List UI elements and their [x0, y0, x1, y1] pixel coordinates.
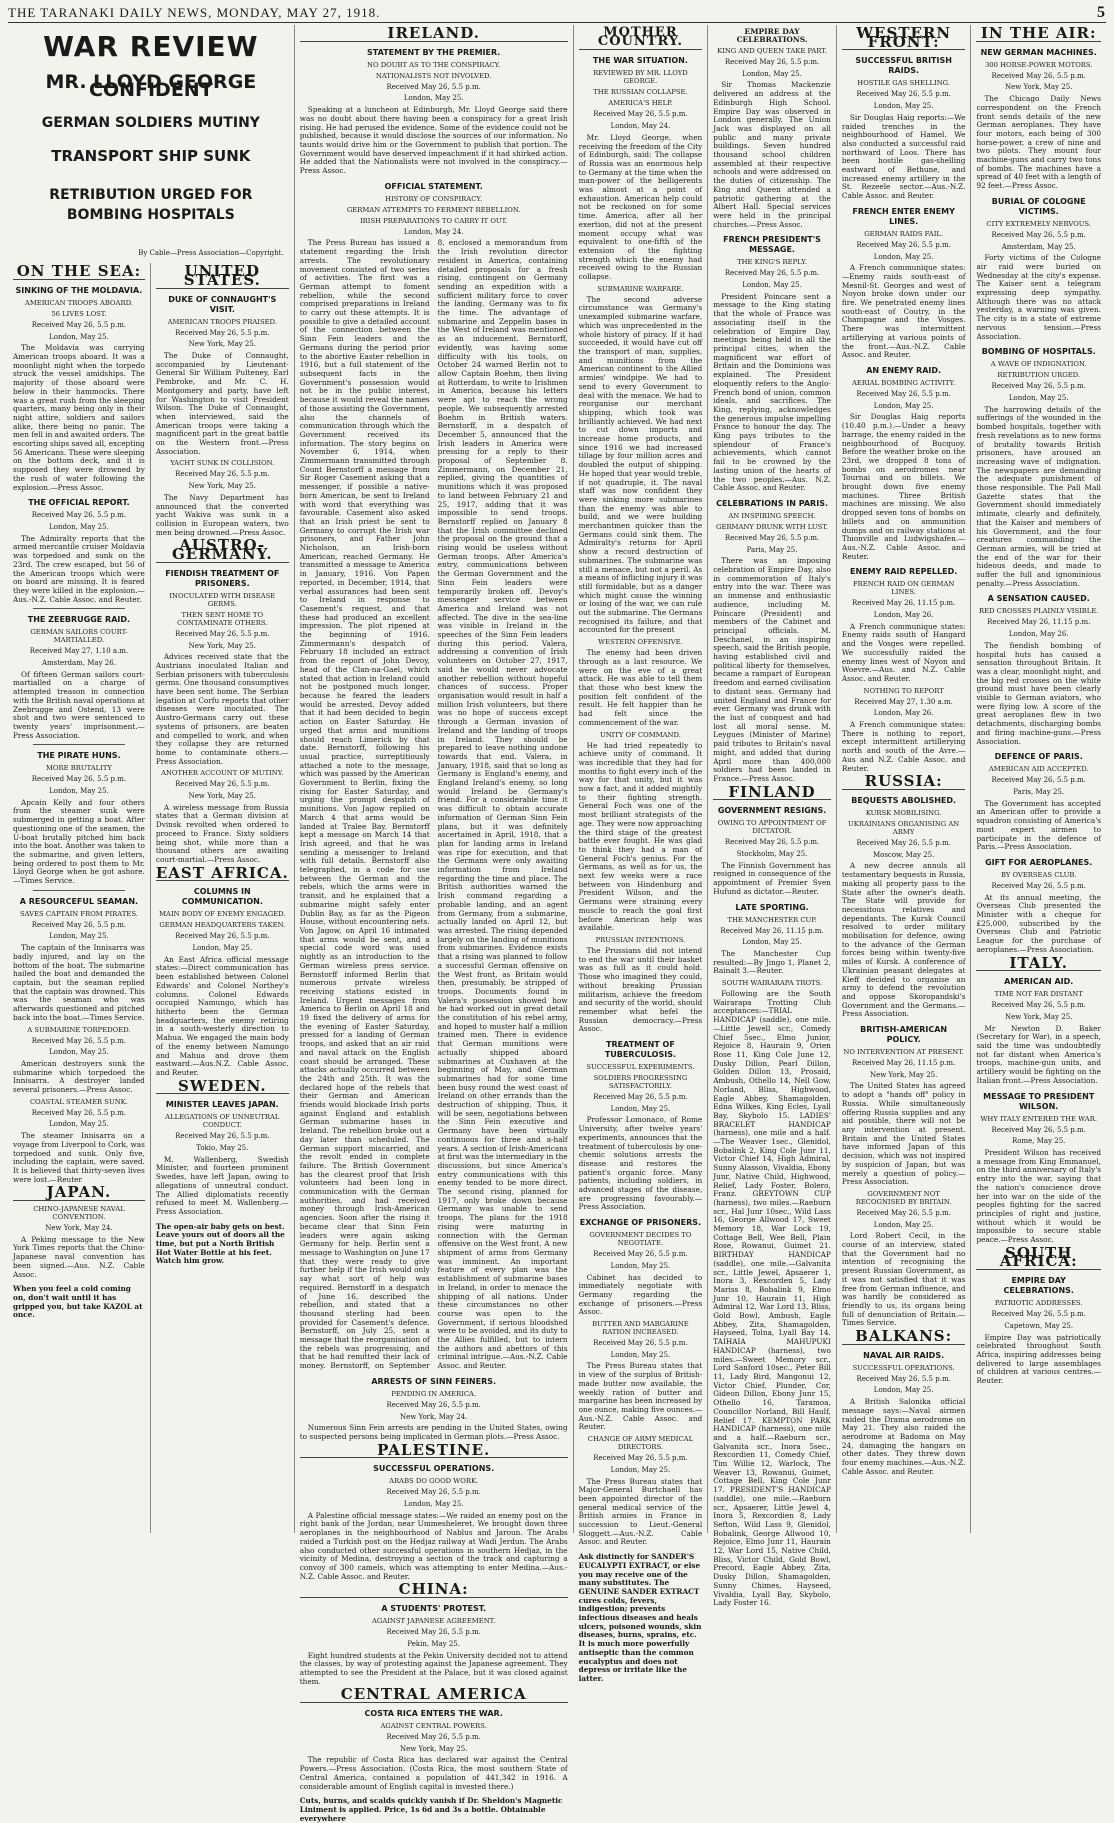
article-body: A British Salonika official message says:—Naval airmen raided the Drama aerodrome on May 21. They also raided the aerodrome at Badoma on May 24, damaging the hangars on other dates. They threw down four enemy machines.—Aus.-N.Z. Cable Assoc. and Reuter.: [841, 1397, 966, 1476]
section-head-united-states: UNITED STATES.: [156, 267, 289, 288]
section-head-russia: RUSSIA:: [842, 777, 966, 790]
advertisement: When you feel a cold coming on, don't wait until it has gripped you, but take KAZOL at once.: [13, 1284, 143, 1320]
article-subhead: NO INTERVENTION AT PRESENT.: [843, 1048, 964, 1057]
article-body: Apcain Kelly and four others from the steamer sunk were submerged in getting a boat. After questioning one of the seamen, the U-boat brutally pitched him back into the boat. Another was taken to the submarine, and given letters, being ordered to post them to Mr. Lloyd George when he got ashore.—Times Service.: [13, 797, 145, 886]
article-subhead: KING AND QUEEN TAKE PART.: [717, 47, 827, 55]
article-body: The Chicago Daily News correspondent on the French front sends details of the new German aeroplanes. They have four motors, each being of 300 horse-power, a crew of nine and two pilots. They mount four machine-guns and carry two tons of bombs. The machines have a spread of 40 feet with a length of 92 feet.—Press Assoc.: [976, 94, 1101, 191]
received-line: Received May 26, 5.5 p.m.: [856, 839, 951, 847]
article-body: The United States has agreed to adopt a "hands off" policy in Russia. While simultaneously offering Russia supplies and any aid possible, there will not be any intervention at present. Britain and the United States have informed Japan of this decision, which was not inspired by suspicion of Japan, but was merely a question of policy.—Press Association.: [841, 1081, 966, 1187]
received-line: Received May 26, 5.5 p.m.: [175, 932, 270, 941]
received-line: Received May 26, 5.5 p.m.: [856, 240, 951, 249]
article-subhead: 300 HORSE-POWER MOTORS.: [984, 60, 1093, 69]
byline: By Cable—Press Association—Copyright.: [138, 248, 284, 257]
article-body: The Moldavia was carrying American troops aboard. It was a moonlight night when the torpedo struck the vessel amidships. The majority of those aboard were below in their hammocks. There was a great rush from the sleeping quarters, many being only in their night attire, soldiers and sailors alike, there being no panic. The men fell in and awaited orders. The escorting ships saved all, excepting 56 Americans. These were sleeping on the bottom deck, and it is supposed they were drowned by the rush of water following the explosion.—Press Assoc.: [13, 343, 145, 492]
received-line: Received May 26, 5.5 p.m.: [991, 776, 1086, 785]
received-line: Received May 26, 5.5 p.m.: [31, 320, 127, 329]
article-body: There was an imposing celebration of Empire Day, also in commemoration of Italy's entry into the war. There was an immense and enthusiastic audience, including M. Poincare (President) and members of the Cabinet and principal officials. M. Deschanel, in an inspiring speech, said the British people, having established civil and political liberty for themselves, became a rampart of European freedom and earned civilisation to distant seas. Germany had united England and France for ever. Germany was drunk with the lust of conquest and had lost all moral sense. M. Leygues (Minister of Marine) paid tributes to Britain's naval might, and added that during April more than 400,000 soldiers had been landed in France.—Press Assoc.: [713, 556, 831, 783]
article-subhead: SOLDIERS PROGRESSING SATISFACTORILY.: [593, 1074, 688, 1091]
article-body: Professor Lomonaco, of Rome University, after twelve years' experiments, announces that the treatment of tuberculosis by one-chemic solutions arrests the disease and restores the patient's organic force. Many patients, including soldiers, in advanced stages of the disease, are progressing favourably.—Press Association.: [578, 1115, 703, 1212]
article-head: THE PIRATE HUNS.: [37, 751, 121, 761]
dateline: New York, May 25.: [869, 1070, 938, 1079]
dateline: London, May 25.: [49, 332, 109, 341]
dateline: Stockholm, May 25.: [736, 850, 808, 859]
received-line: Received May 26, 5.5 p.m.: [175, 328, 270, 337]
page-number: 5: [1097, 4, 1106, 21]
article-subhead: ARABS DO GOOD WORK.: [389, 1477, 479, 1486]
section-head-balkans: BALKANS:: [842, 1332, 966, 1345]
article-body: The Navy Department has announced that the converted yacht Wakiva was sunk in a collision in European waters, two men being drowned.—Press Assoc.: [155, 492, 289, 537]
masthead: [8, 4, 1106, 23]
article-head: A STUDENTS' PROTEST.: [381, 1604, 487, 1614]
article-subhead: INOCULATED WITH DISEASE GERMS.: [169, 591, 276, 608]
dateline: New York, May 25.: [1005, 1012, 1073, 1021]
article-head: EMPIRE DAY CELEBRATIONS.: [736, 27, 808, 44]
article-body: A Peking message to the New York Times reports that the Chino-Japanese naval convention has been signed.—Aus. N.Z. Cable Assoc.: [13, 1234, 145, 1279]
article-head: ENEMY RAID REPELLED.: [850, 567, 958, 577]
article-subhead: THE KING'S REPLY.: [737, 258, 807, 267]
section-head-central-america: CENTRAL AMERICA: [300, 1690, 568, 1703]
article-subhead: REVIEWED BY MR. LLOYD GEORGE.: [593, 69, 688, 86]
dateline: London, May 25.: [49, 1120, 109, 1129]
in-the-air-column: [971, 25, 1106, 1533]
received-line: Received May 26, 5.5 p.m.: [593, 110, 688, 119]
dateline: London, May 26.: [1008, 630, 1069, 639]
article-body: President Poincare sent a message to the King stating that the whole of France was associating itself in the celebration of Empire Day, meetings being held in all the principal cities, when the magnificent war effort of Britain and the Dominions was explained. The President eloquently refers to the Anglo-French bond of union, common ideals, and sacrifices. The King, replying, acknowledges the generous impulse impelling France to honour the day. The King pays tributes to the splendour of France's achievements, which cannot fail to be crowned by the lasting union of the hearts of the two peoples.—Aus. N.Z. Cable Assoc. and Reuter.: [713, 291, 831, 493]
article-subhead: BUTTER AND MARGARINE RATION INCREASED.: [592, 1320, 689, 1337]
dateline: Moscow, May 25.: [872, 850, 935, 859]
united-states-column: [151, 263, 294, 1533]
received-line: Received May 26, 5.5 p.m.: [991, 1310, 1086, 1319]
headline-retribution: RETRIBUTION URGED FOR BOMBING HOSPITALS: [49, 186, 253, 223]
article-subhead: RETRIBUTION URGED.: [997, 371, 1081, 380]
received-line: Received May 27, 1.30 a.m.: [854, 697, 953, 706]
article-subhead: THE MANCHESTER CUP.: [727, 915, 817, 924]
dateline: London, May 25.: [49, 787, 109, 796]
article-head: MESSAGE TO PRESIDENT WILSON.: [983, 1091, 1095, 1111]
dateline: London, May 24.: [610, 122, 671, 131]
received-line: Received May 26, 5.5 p.m.: [386, 1628, 481, 1637]
received-line: Received May 26, 5.5 p.m.: [724, 269, 820, 278]
article-subhead: GOVERNMENT DECIDES TO NEGOTIATE.: [589, 1231, 692, 1248]
article-head: EMPIRE DAY CELEBRATIONS.: [1003, 1276, 1074, 1296]
dateline: New York, May 24.: [45, 1224, 113, 1233]
article-subhead: UNITY OF COMMAND.: [599, 730, 681, 739]
article-body: Advices received state that the Austrians inoculated Italian and Serbian prisoners with tuberculosis germs. One thousand consumptives have been sent home. The Serbian legation at Corfu reports that other diseases were inoculated. The Austro-Germans carry out these systems of prisoners, are beaten and compelled to work, and when they collapse they are returned home to contaminate others.—Press Association.: [155, 652, 289, 766]
article-body: The Duke of Connaught, accompanied by Lieutenant-General Sir William Pulteney, Earl Pembroke, and Mr. C. H. Montgomery and party, have left for Washington to visit President Wilson. The Duke of Connaught, when interviewed, said the American troops were taking a magnificent part in the great battle on the Western front.—Press Association.: [155, 351, 289, 456]
received-line: Received May 26, 5.5 p.m.: [991, 1001, 1086, 1010]
article-subhead: CHANGE OF ARMY MEDICAL DIRECTORS.: [587, 1435, 694, 1452]
ireland-column: [295, 24, 574, 1823]
article-subhead: A WAVE OF INDIGNATION.: [990, 360, 1087, 369]
dateline: Pekin, May 25.: [407, 1639, 460, 1648]
article-body: The captain of the Innisarra was badly injured, and lay on the bottom of the boat. The submarine hailed the boat and demanded the captain, but the seaman replied that the captain was drowned. This was the seaman who was afterwards questioned and pitched back into the boat.—Times Service.: [13, 943, 145, 1022]
received-line: Received May 26, 5.5 p.m.: [175, 629, 270, 638]
article-subhead: GOVERNMENT NOT RECOGNISED BY BRITAIN.: [855, 1189, 952, 1206]
received-line: Received May 26, 5.5 p.m.: [175, 780, 270, 789]
dateline: London, May 25.: [1008, 393, 1069, 402]
section-head-south-africa: SOUTH AFRICA:: [976, 1249, 1101, 1270]
article-body: Sir Thomas Mackenzie delivered an address at the Edinburgh High School. Empire Day was observed in London generally. The Union Jack was displayed on all public and many private buildings. Seven hundred thousand school children assembled at their respective schools and were addressed on the duties of citizenship. The King and Queen attended a patriotic gathering at the Albert Hall. Special services were held in the principal churches.—Press Assoc.: [713, 80, 831, 229]
article-subhead: IRISH PREPARATIONS TO CARRY IT OUT.: [359, 216, 508, 225]
dateline: London, May 25.: [873, 1386, 934, 1395]
divider: [33, 890, 125, 891]
article-subhead: WHY ITALY ENTERED THE WAR.: [980, 1114, 1097, 1123]
article-subhead: MAIN BODY OF ENEMY ENGAGED.: [159, 910, 286, 919]
article-head: A SENSATION CAUSED.: [987, 594, 1090, 604]
section-head-sweden: SWEDEN.: [156, 1082, 289, 1095]
article-body: A French communique states: There is nothing to report, except intermittent artillerying north and south of the Avre.—Aus and N.Z. Cable Assoc. and Reuter.: [841, 720, 966, 773]
article-head: BEQUESTS ABOLISHED.: [851, 796, 957, 805]
received-line: Received May 26, 5.5 p.m.: [593, 1093, 688, 1102]
western-front-column: [837, 25, 972, 1533]
empire-day-column: [708, 25, 837, 1608]
section-head-ireland: IRELAND.: [300, 29, 568, 42]
section-head-palestine: PALESTINE.: [300, 1446, 568, 1459]
received-line: Received May 26, 5.5 p.m.: [856, 1208, 951, 1217]
dateline: London, May 25.: [49, 932, 109, 941]
dateline: New York, May 24.: [399, 1412, 468, 1421]
article-head: GIFT FOR AEROPLANES.: [985, 857, 1093, 867]
article-subhead: GERMANY DRUNK WITH LUST.: [716, 522, 829, 531]
article-head: A RESOURCEFUL SEAMAN.: [19, 896, 139, 906]
dateline: Paris, May 25.: [746, 545, 798, 554]
article-body: A French communique states: Enemy raids south of Hangard and the Vosges were repelled. We successfully raided the enemy lines west of Noyon and Woevre.—Aus. and N.Z. Cable Assoc. and Reuter.: [841, 621, 966, 683]
article-body: A wireless message from Russia states that a German division at Dvinsk revolted when ordered to proceed to France. Sixty soldiers being shot, while more than a thousand others are awaiting court-martial.—Press Assoc.: [155, 802, 289, 864]
article-body: The Press Bureau states that Major-General Burtchaell has been appointed director of the general medical service of the British armies in France in succession to Lieut.-General Sloggett.—Aus.-N.Z. Cable Assoc. and Reuter.: [578, 1476, 703, 1547]
article-body: Of fifteen German sailors court-martialled on a charge of attempted treason in connection with the British naval operations at Zeebrugge and Ostend, 13 were shot and two were sentenced to twenty years' imprisonment.—Press Association.: [13, 669, 145, 740]
article-subhead: RED CROSSES PLAINLY VISIBLE.: [978, 607, 1099, 616]
article-subhead: AMERICA'S HELP.: [608, 99, 673, 108]
article-subhead: NOTHING TO REPORT: [863, 686, 944, 695]
article-body: Mr Newton D. Baker (Secretary for War), in a speech, said the time was undoubtedly not far distant when America's troops, machine-gun units, and artillery would be fighting on the Italian front.—Press Association.: [976, 1023, 1101, 1085]
received-line: Received May 26, 5.5 p.m.: [991, 71, 1086, 80]
article-body: Empire Day was patriotically celebrated throughout South Africa, inspiring addresses being delivered to large assemblages of children at various centres.—Reuter.: [976, 1332, 1101, 1386]
divider: [33, 608, 125, 609]
dateline: London, May 25.: [873, 252, 934, 261]
article-subhead: 56 LIVES LOST.: [51, 309, 107, 318]
received-line: Received May 26, 5.5 p.m.: [593, 1250, 688, 1259]
war-review-title: WAR REVIEW: [43, 30, 259, 63]
dateline: London, May 25.: [742, 938, 802, 947]
dateline: New York, May 25.: [188, 792, 256, 801]
article-body: The Government has accepted an American offer to provide a squadron consisting of America's most expert airmen to participate in the defence of Paris.—Press Association.: [976, 798, 1101, 852]
dateline: New York, May 25.: [1005, 83, 1073, 92]
dateline: London, May 25.: [742, 281, 802, 290]
article-body: Mr. Lloyd George, when receiving the freedom of the City of Edinburgh, said: The collapse of Russia was an enormous help to Germany at the time when the man-power of the belligerents was almost at a point of exhaustion. American help could not be reckoned on for some time. America, after all her exertion, did not at the present moment occupy what was equivalent to one-fifth of the extension of the fighting strength which the enemy had received owing to the Russian collapse.: [578, 132, 703, 282]
dateline: London, May 25.: [403, 1500, 464, 1509]
received-line: Received May 26, 5.5 p.m.: [31, 511, 127, 520]
received-line: Received May 26, 5.5 p.m.: [991, 382, 1086, 391]
article-subhead: PRUSSIAN INTENTIONS.: [595, 935, 686, 944]
article-subhead: BY OVERSEAS CLUB.: [1000, 870, 1077, 879]
section-head-on-the-sea: ON THE SEA:: [13, 267, 145, 280]
article-head: TREATMENT OF TUBERCULOSIS.: [604, 1040, 677, 1060]
section-head-finland: FINLAND: [713, 788, 831, 801]
dateline: London, May 25.: [49, 1048, 109, 1057]
article-head: SUCCESSFUL OPERATIONS.: [373, 1464, 495, 1474]
article-subhead: SAVES CAPTAIN FROM PIRATES.: [19, 909, 138, 918]
received-line: Received May 26, 5.5 p.m.: [991, 1125, 1086, 1134]
dateline: London, May 25.: [873, 102, 934, 111]
article-body: President Wilson has received a message from King Emmanuel, on the third anniversary of Italy's entry into the war, saying that the nation's conscience drove her into war on the side of the peoples fighting for the sacred principles of right and justice, without which it would be impossible to secure stable peace.—Press Assoc.: [976, 1147, 1101, 1245]
received-line: Received May 26, 5.5 p.m.: [175, 1132, 270, 1141]
article-subhead: GERMAN HEADQUARTERS TAKEN.: [159, 921, 286, 930]
received-line: Received May 26, 5.5 p.m.: [991, 230, 1086, 239]
article-body: A new decree annuls all testamentary bequests in Russia, making all property pass to the State after the owner's death. The State will provide for necessitous relatives and dependants. The Kursk Council resolved to order military mobilisation for defence, owing to the advance of the German forces being within twenty-five miles of Kursk. A conference of Ukrainian peasant delegates at Kieff decided to organise an army to defend the revolution and oppose Skoropandski's Government and the Germans.—Press Association.: [841, 861, 966, 1019]
received-line: Received May 26, 5.5 p.m.: [856, 389, 951, 398]
article-subhead: THEN SENT HOME TO CONTAMINATE OTHERS.: [177, 610, 268, 627]
received-line: Received May 26, 5.5 p.m.: [31, 1108, 127, 1117]
article-subhead: AMERICAN TROOPS ABOARD.: [24, 298, 133, 307]
dateline: London, May 25.: [873, 1220, 934, 1229]
advertisement: The open-air baby gets on best. Leave yours out of doors all the time, but put a North British Hot Water Bottle at his feet. Watch him grow.: [155, 1221, 285, 1266]
received-line: Received May 26, 5.5 p.m.: [724, 533, 820, 542]
article-body: Eight hundred students at the Pekin University decided not to attend the classes, by way of protesting against the Japanese agreement. They attempted to see the President at the Palace, but it was closed against them.: [299, 1650, 568, 1686]
article-head: NAVAL AIR RAIDS.: [863, 1350, 945, 1360]
advertisement: Ask distinctly for SANDER'S EUCALYPTI EXTRACT, or else you may receive one of the many substitutes. The GENUINE SANDER EXTRACT cures colds, fevers, indigestion; prevents infectious diseases and heals ulcers, poisoned wounds, skin diseases, burns, sprains, etc. It is much more powerfully antiseptic than the common eucalyptus and does not depress or irritate like the latter.: [578, 1552, 702, 1683]
article-head: ARRESTS OF SINN FEINERS.: [371, 1376, 497, 1386]
article-head: FIENDISH TREATMENT OF PRISONERS.: [165, 568, 280, 588]
article-head: AMERICAN AID.: [1004, 977, 1074, 987]
article-head: FRENCH ENTER ENEMY LINES.: [852, 206, 955, 226]
headline-transport: TRANSPORT SHIP SUNK: [51, 146, 251, 165]
received-line: Received May 26, 5.5 p.m.: [386, 82, 481, 91]
war-review-column: [8, 25, 295, 1533]
article-body: At its annual meeting, the Overseas Club presented the Minister with a cheque for £25,000, subscribed by the Overseas Club and Patriotic League for the purchase of aeroplanes.—Press Association.: [976, 892, 1101, 954]
article-body: The Admiralty reports that the armed mercantile cruiser Moldavia was torpedoed and sunk on the 23rd. The crew escaped, but 56 of the American troops which were on board are missing. It is feared they were killed in the explosion.—Aus.-N.Z. Cable Assoc. and Reuter.: [13, 533, 145, 604]
article-head: DEFENCE OF PARIS.: [994, 752, 1083, 762]
article-subhead: MORE BRUTALITY: [45, 764, 112, 773]
article-head: COLUMNS IN COMMUNICATION.: [181, 887, 263, 907]
dateline: Tokio, May 25.: [196, 1144, 249, 1153]
article-body: American destroyers sunk the submarine which torpedoed the Innisarra. A destroyer landed several prisoners.—Press Assoc.: [13, 1058, 145, 1095]
article-subhead: WESTERN OFFENSIVE.: [598, 638, 683, 647]
article-subhead: SOUTH WAIRARAPA TROTS.: [721, 979, 823, 988]
dateline: New York, May 25.: [188, 340, 256, 349]
dateline: London, May 25.: [49, 522, 109, 531]
received-line: Received May 26, 5.5 p.m.: [593, 1339, 688, 1348]
dateline: New York, May 25.: [399, 1744, 468, 1753]
dateline: London, May 24.: [403, 227, 464, 236]
received-line: Received May 26, 5.5 p.m.: [724, 58, 820, 66]
dateline: London, May 25.: [610, 1261, 671, 1270]
headline-lloyd-george: MR. LLOYD GEORGE CONFIDENT: [45, 70, 257, 102]
article-head: THE WAR SITUATION.: [592, 56, 688, 66]
received-line: Received May 26, 5.5 p.m.: [386, 1400, 481, 1409]
article-body: The enemy had been driven through as a last resource. We were on the eve of a great attack. He was able to tell them that those who best knew the position felt confident of the result. He felt happier than he had felt since the commencement of the war.: [578, 648, 703, 727]
article-head: OFFICIAL STATEMENT.: [384, 181, 483, 191]
received-line: Received May 26, 11.15 p.m.: [720, 926, 824, 935]
article-head: COSTA RICA ENTERS THE WAR.: [364, 1709, 503, 1719]
article-body: The steamer Innisarra on a voyage from Liverpool to Cork, was torpedoed and sunk. Only five, including the captain, were saved. It is believed that thirty-seven lives were lost.—Reuter: [13, 1131, 145, 1184]
received-line: Received May 27, 1.10 a.m.: [29, 647, 129, 656]
war-review-subcolumns: [8, 263, 294, 1533]
section-head-china: CHINA:: [300, 1585, 568, 1598]
dateline: London, May 25.: [610, 1465, 671, 1474]
dateline: New York, May 25.: [188, 482, 256, 491]
article-body: The fiendish bombing of hospital huts has caused a sensation throughout Britain. It was a clear, moonlight night, and the big red crosses on the white ground must have been clearly visible to German aviators, who were flying low. A score of the great aeroplanes flew in two detachments, discharging bombs and firing machine-guns.—Press Association.: [976, 640, 1101, 746]
article-subhead: AMERICAN AID ACCEPTED.: [988, 765, 1089, 774]
article-head: STATEMENT BY THE PREMIER.: [367, 47, 501, 57]
article-subhead: GERMAN RAIDS FAIL.: [864, 229, 944, 238]
dateline: London, May 26.: [873, 709, 934, 718]
mother-country-column: [574, 25, 709, 1683]
masthead-title: THE TARANAKI DAILY NEWS, MONDAY, MAY 27, 1918.: [8, 5, 381, 20]
received-line: Received May 26, 5.5 p.m.: [593, 1454, 688, 1463]
article-head: BURIAL OF COLOGNE VICTIMS.: [991, 196, 1086, 216]
article-body: The Finnish Government has resigned in consequence of the appointment of Premier Sven Hufund as dictator.—Reuter.: [713, 860, 831, 896]
dateline: London, May 25.: [742, 69, 802, 78]
article-body: Forty victims of the Cologne air raid were buried on Wednesday at the city's expense. The Kaiser sent a telegram expressing deep sympathy. Although there was no attack yesterday, a warning was given. The city is in a state of extreme nervous tension.—Press Association.: [976, 253, 1101, 341]
article-head: BOMBING OF HOSPITALS.: [981, 347, 1096, 357]
article-subhead: PATRIOTIC ADDRESSES.: [994, 1299, 1083, 1308]
article-body: A French communique states:—Enemy raids south-east of Mesnil-St. Georges and west of Noyon broke down under our fire. We penetrated enemy lines south-east of Coutry, in the Champagne and the Vosges. There was intermittent artillerying at various points of the front.—Aus.-N.Z. Cable Assoc. and Reuter.: [841, 263, 966, 360]
headline-mutiny: GERMAN SOLDIERS MUTINY: [41, 115, 260, 132]
dateline: Amsterdam, May 25.: [1001, 242, 1076, 251]
article-body: He had tried repeatedly to achieve unity of command. It was incredible that they had for months to fight every inch of the way for that unity, but it was now a fact, and it added mightily to their fighting strength. General Foch was one of the most brilliant strategists of the age. They were now approaching the third stage of the greatest battle ever fought. He was glad to think they had a man of General Foch's genius. For the Germans, as well as for us, the next few weeks were a race between von Hindenburg and President Wilson, and the Germans were straining every muscle to reach the goal first before American help was available.: [578, 740, 703, 933]
dateline: London, May 25.: [610, 1350, 671, 1359]
article-subhead: ANOTHER ACCOUNT OF MUTINY.: [161, 769, 284, 778]
article-subhead: COASTAL STEAMER SUNK.: [29, 1097, 128, 1106]
article-body: The Press Bureau has issued a statement regarding the Irish arrests. The revolutionary movement consisted of two series of activities. The first was a German attempt to foment rebellion, while the second comprised preparations in Ireland to carry out these attempts. It is possible to give a detailed account of the connection between the Sinn Fein leaders and the Germans during the period prior to the abortive Easter rebellion in 1916, but a full statement of the subsequent facts in the Government's possession would not be in the public interest, because it would reveal the names of those assisting the Government, also the channels of communication through which the Government received its information. The story begins on November 6, 1914, when Zimmermann transmitted through Count Bernstorff a message from Sir Roger Casement asking that a messenger, if possible a native-born American, be sent to Ireland with word that everything was favourable. Casement also asked that an Irish priest be sent to Germany to corrupt the Irish war prisoners, and Father John Nicholson, an Irish-born American, reached Germany. He transmitted a message to America in January, 1916. Von Papen reported, in December, 1914, that verbal assurances had been sent to Ireland in response to Casement's request, and that these had produced an excellent impression. The plot ripened at the beginning of 1916. Zimmermann's despatch of February 18 included an extract from the report of John Devoy, head of the Clan-na-Gael, which stated that action in Ireland could not be postponed much longer, because he feared the leaders would be arrested. Devoy added that it had been decided to begin action on Easter Saturday. He urged that arms and munitions should reach Limerick by that date. Bernstorff, following his usual practice, surreptitiously attached a note to the message, which was passed by the American Government to Berlin, fixing the rising for Easter Saturday, and urging the prompt despatch of munitions. Von Jagow replied on March 4 that arms would be landed at Tralee Bay. Bernstorff kept a message on March 14 that Irish agreed, and that he was sending a messenger to Ireland with full details. Bernstorff also telegraphed, in a code for use between the German and the rebels, which the arms were in transit, and he explained that a submarine might safely enter Dublin Bay, as far as the Pigeon House, without encountering nets. Von Jagow, on April 16 intimated that arms would be sent, and a special code word was used nightly as an introduction to the German wireless press service. Bernstorff informed Berlin that numerous private wireless receiving stations existed in Ireland. Urgent messages from America to Berlin on April 18 and 19 fixed the delivery of arms for the evening of Easter Saturday, pressed for a landing of German troops, and asked that an air raid and naval attack on the English coast should be arranged. These attacks actually occurred between the 24th and 25th. It was the declared hope of the rebels that their German and American friends would blockade Irish ports against England and establish German submarine bases in Ireland. The rebellion broke out a day later than scheduled. The German support miscarried, and the revolt ended in complete failure. The British Government has the clearest proof that Irish volunteers had been long in communication with the German authorities, and had received money through Irish-American agencies. Soon after the rising it became clear that Sinn Fein leaders were again asking Germany for help. Berlin sent a message to Washington on June 17 that they were ready to give further help if the Irish would only say what sort of help was required. Bernstorff in a despatch of June 16, described the rebellion, and stated that a thousand sterling had been provided for Casement's defence. Bernstorff, on July 25, sent a message that the reorganisation of the rebels was progressing, and that he had remitted their lack of money. Bernstorff, on September 8, enclosed a memorandum from the Irish revolution director resident in America, containing detailed proposals for a fresh rising, contingent on Germany sending an expedition with a sufficient military force to cover the landing. Germany was to fix the time. The advantage of submarine and Zeppelin bases in the West of Ireland was mentioned as an inducement. Bernstorff, evidently, was having some difficulty with his tools, on October 24 warned Berlin not to allow Captain Boehm, then living at Rotterdam, to write to Irishmen in America, because his letters were apt to reach the wrong people. We subsequently arrested Boehm in British waters. Bernstorff, in a despatch of December 5, announced that the Irish leaders in America were pressing for a reply to their proposal of September 8. Zimmermann, on December 21, replied, giving the quantities of munitions which it was proposed to land between February 21 and 25, 1917, adding that it was impossible to send troops. Bernstorff replied on January 8 that the Irish committee declined the proposal on the ground that a rising would be useless without German troops. After America's entry, communications between the German Government and the Sinn Fein leaders were temporarily broken off. Devoy's messenger service between America and Ireland was not affected. The dive in the sea-line was visible in Ireland in the speeches of the Sinn Fein leaders during this period. Valera, addressing a convention of Irish volunteers on October 27, 1917, said he would never advocate another rebellion without hopeful chances of success. Proper organisation would result in half a million Irish volunteers, but there was no hope of success except through a German invasion of Ireland and the landing of troops in Ireland. They should be prepared to leave nothing undone towards that end. Valera, in January, 1918, said that so long as Germany is England's enemy, and England Ireland's enemy, so long would Ireland be Germany's friend. For a considerable time it was difficult to obtain accurate information of German Sinn Fein plans, but it was definitely ascertained in April, 1918, that a plan for landing arms in Ireland was ripe for execution, and that the Germans were only awaiting information from Ireland regarding the time and place. The British authorities warned the Irish command regarding a probable landing, and an agent from Germany, from a submarine, actually landed on April 12, but was arrested. The rising depended largely on the landing of munitions from submarines. Evidence exists that a rising was planned to follow a successful German offensive on the West front, as Britain would then, presumably, be stripped of troops. Documents found in Valera's possession showed how he had worked out in great detail the constitution of his rebel army, and hoped to muster half a million trained men. There is evidence that German munitions were actually shipped aboard submarines at Cuxhaven at the beginning of May, and German submarines had for some time been busy round the west coast of Ireland on other errands than the destruction of shipping. Thus, it will be seen, negotiations between the Sinn Fein executive and Germany have been virtually continuous for three and a-half years. A section of Irish-Americans at first was the intermediary in the discussions, but since America's entry communications with this enemy tended to be more direct. The second rising, planned for 1917, only broke down because Germany was unable to send troops. The plans for the 1918 rising were maturing in connection with the German offensive on the West front. A new shipment of arms from Germany was imminent. An important feature of every plan was the establishment of submarine bases in Ireland, in order to menace the shipping of all nations. Under these circumstances no other course was open to the Government, if serious bloodshed were to be avoided, and its duty to the Allies fulfilled, but to intern the authors and abettors of this criminal intrigue.—Aus.-N.Z. Cable Assoc. and Reuter.: [299, 238, 568, 1371]
received-line: Received May 26, 5.5 p.m.: [31, 1036, 127, 1045]
article-subhead: NATIONALISTS NOT INVOLVED.: [375, 71, 492, 80]
article-head: MINISTER LEAVES JAPAN.: [165, 1100, 279, 1110]
article-body: Following are the South Wairarapa Trotting Club acceptances:—TRIAL HANDICAP (saddle), one mile.—Little Jewell scr., Comedy Chief 5sec., Elmo Junior, Rejoice 8, Haurain 9, Orien Rose 11, King Cole June 12, Dusky Dillon, Pearl Dillon, Golden Dillon 13, Prosaid, Ambush, Othello 14, Nell Gow, Norland, Bliss, Highwood, Eagle Abbey, Shamagolden, Edna Wilkes, King Ecles, Lyall Bay, Skybolo 15. LADIES' BRACELET HANDICAP (harness), one mile and a half.—The Weaver 1sec., Glenidol, Bobalink 2, King Cole Junr 11, Victor Chief 14, High Admiral, Sunny Alasson, Vivaldia, Ebony Junr, Native Child, Highwood, Relief, Lady Foster, Bolero, Franz. GREYTOWN CUP (harness), two miles.—Raeburn scr., Hal Junr 10sec., Wild Lass 16, George Allwood 17, Sweet Memory 18, War Lock 19, Cottage Bell, Wee Bell, Plain Rose, Rowanui, Guimet 21. BIRTHDAY HANDICAP (saddle), one mile.—Galvanita scr., Little Jewel, Apsaerer 1, Inora 3, Rexcorden 5, Lady Mariss 8, Bobalink 9, Elmo Junr 10, Haurain 11, High Admiral 12, War Lord 13, Bliss, Gold Bowl, Ambush, Eagle Abbey, Zita, Shamagolden, Hayseed, Tolna, Lyall Bay 14. TAIHAIA MAHUPUKI HANDICAP (harness), two miles.—Sweet Memory scr., Lord Sanford 10sec., Peter Bill 11, Lady Bird, Mangonui 12, Victor Chief, Plunder, Cor, Gideon Dillon, Ebony Junr 15, Othello 16, Taramoa, Councillor Norland, Bill Haulf, Relief 17. KEMPTON PARK HANDICAP (harness), one mile and a half.—Raeburn scr., Galvanita scr., Inora 5sec., Rexcordien 11, Comedy Chief, Tim Willie 12, Warlock, The Weaver 13, Rowanui, Guimet, Cottage Bell, King Cole Junr 17. PRESIDENT'S HANDICAP (saddle), one mile.—Raeburn scr., Apsaerer, Little Jewel 4, Inora 5, Rexcordien 8, Lady Sefton, Wild Lass 9, Glenidol, Bobalink, George Allwood 10, Rejoice, Elmo Junr 11, Haurain 12, War Lord 15, Native Child, Bliss, Victor Child, Gold Bowl, Precord, Eagle Abbey, Zita, Dusky Dillon, Shamagolden, Sunny Chimes, Hayseed, Vivaldia, Lyall Bay, Skybolo, Lady Foster 16.: [713, 989, 831, 1608]
dateline: Paris, May 25.: [1013, 788, 1065, 796]
section-head-east-africa: EAST AFRICA.: [155, 863, 289, 882]
section-head-italy: ITALY.: [976, 959, 1101, 972]
article-body: A Palestine official message states:—We raided an enemy post on the right bank of the Jordan, near Ummesheleret. We brought down three aeroplanes in the neighbourhood of Nablus and Jaroun. The Arabs raided a Turkish post on the Hedjaz railway at Wadi Jerdun. The Arabs also conducted other successful operations in southern Hedjaz, in the vicinity of Medina, destroying a section of the track and capturing a convoy of 300 camels, which was attempting to enter Medina.—Aus.-N.Z. Cable Assoc. and Reuter.: [299, 1510, 568, 1581]
section-head-in-the-air: IN THE AIR:: [976, 29, 1101, 42]
divider: [33, 744, 125, 745]
received-line: Received May 26, 11.15 p.m.: [852, 1059, 956, 1068]
article-body: Numerous Sinn Fein arrests are pending in the United States, owing to suspected persons being implicated in German plots.—Press Assoc.: [299, 1423, 568, 1441]
article-subhead: AN INSPIRING SPEECH.: [728, 511, 816, 520]
dateline: London, May 25.: [610, 1104, 671, 1113]
article-body: M. Wallenberg, Swedish Minister, and fourteen prominent Swedes, have left Japan, owing to allegations of unneutral conduct. The Allied diplomatists recently refused to meet M. Wallenberg.—Press Association.: [155, 1154, 289, 1216]
received-line: Received May 26, 11.15 p.m.: [987, 618, 1091, 627]
article-body: Speaking at a luncheon at Edinburgh, Mr. Lloyd George said there was no doubt about there having been a conspiracy for a great Irish rising. He had perused the evidence. Some of the evidence could not be published, because it would disclose the sources of our information. No taunts would drive him or the Government to publish that portion. The Government would have deserved impeachment if it had shirked action. He added that the Nationalists were not involved in the conspiracy.—Press Assoc.: [299, 105, 568, 176]
article-subhead: HOSTILE GAS SHELLING.: [857, 79, 950, 88]
article-body: The Manchester Cup resulted:—By Jingo 1, Planet 2, Rainalt 3.—Reuter.: [713, 948, 831, 976]
received-line: Received May 26, 5.5 p.m.: [175, 470, 270, 479]
article-subhead: TIME NOT FAR DISTANT: [994, 990, 1083, 999]
dateline: London, May 25.: [873, 401, 934, 410]
article-subhead: AGAINST CENTRAL POWERS.: [380, 1722, 487, 1731]
article-body: The republic of Costa Rica has declared war against the Central Powers.—Press Association. (Costa Rica, the most southern State of Central America, contained a population of 441,342 in 1916. A considerable amount of English capital is invested there.): [299, 1755, 568, 1791]
article-body: Cabinet has decided to immediately negotiate with Germany regarding the exchange of prisoners.—Press Assoc.: [578, 1272, 703, 1317]
article-head: EXCHANGE OF PRISONERS.: [579, 1218, 702, 1228]
article-subhead: CHINO-JAPANESE NAVAL CONVENTION.: [33, 1205, 125, 1222]
article-head: DUKE OF CONNAUGHT'S VISIT.: [168, 294, 277, 314]
dateline: Rome, May 25.: [1012, 1137, 1066, 1146]
article-head: CELEBRATIONS IN PARIS.: [716, 498, 828, 508]
on-the-sea-column: [8, 263, 151, 1533]
article-body: The second adverse circumstance was Germany's unexampled submarine warfare, which was unprecedented in the whole history of piracy. If it had succeeded, it would have cut off the transport of man, supplies, and munitions from the American continent to the Allied armies' windpipe. We had to send to every Government to deal with the menace. We had to reorganise our merchant shipping, which took was brilliantly achieved. We had next to cut down imports and increase home products, and since 1916 we had increased tillage by four million acres and doubled the output of shipping. He hoped that year would treble, if not quadruple, it. The naval staff was now confident they were sinking more submarines than the enemy was able to build, and we were building merchantmen quicker than the Germans could sink them. The Admiralty's returns for April show a record destruction of submarines. The submarine was still a menace, but not a peril. As a means of inflicting injury it was still formidable, but as a danger which might cause the winning or losing of the war, we can rule out the submarine. The Germans recognised its failure, and that accounted for the present: [578, 294, 703, 635]
article-subhead: GERMAN ATTEMPTS TO FERMENT REBELLION.: [346, 205, 521, 214]
dateline: Amsterdam, May 26.: [41, 659, 116, 668]
columns: [8, 24, 1106, 1823]
article-subhead: SUCCESSFUL EXPERIMENTS.: [586, 1063, 695, 1072]
article-subhead: THE RUSSIAN COLLAPSE.: [593, 88, 688, 97]
section-head-mother-country: MOTHER COUNTRY.: [579, 29, 703, 50]
article-subhead: UKRAINIANS ORGANISING AN ARMY: [848, 820, 960, 836]
article-subhead: GERMAN SAILORS COURT-MARTIALLED.: [30, 628, 128, 645]
received-line: Received May 26, 5.5 p.m.: [724, 838, 820, 847]
article-body: Lord Robert Cecil, in the course of an interview, stated that the Government had no intention of recognising the present Russian Government, as it was not satisfied that it was free from German influence, and was hardly be considered as friendly to us, its organs being full of denunciation of Britain.—Times Service.: [841, 1231, 966, 1328]
article-head: SUCCESSFUL BRITISH RAIDS.: [855, 56, 952, 76]
article-head: SINKING OF THE MOLDAVIA.: [15, 285, 143, 295]
article-body: Sir Douglas Haig reports (10.40 p.m.).—Under a heavy barrage, the enemy raided in the neighbourhood of Bucquoy. Before the weather broke on the 23rd, we dropped 8 tons of bombs on aerodromes near Tournai and on billets. We brought down five enemy machines. Three British machines are missing. We also dropped seven tons of bombs on billets and on ammunition dumps and on railway stations at Thionville and Ludwigshafen.—Aus.-N.Z. Cable Assoc. and Reuter.: [841, 412, 966, 561]
received-line: Received May 26, 5.5 p.m.: [31, 775, 127, 784]
received-line: Received May 26, 5.5 p.m.: [991, 881, 1086, 890]
article-subhead: CITY EXTREMELY NERVOUS.: [986, 219, 1091, 228]
article-subhead: OWING TO APPOINTMENT OF DICTATOR.: [717, 819, 827, 836]
article-body: The harrowing details of the sufferings of the wounded in the bombed hospitals, together with fresh revelations as to new forms of brutality towards British prisoners, have aroused an increasing wave of indignation. The newspapers are demanding the adequate punishment of those responsible. The Pall Mall Gazette states that the Government should immediately intimate, clearly and definitely, that the Kaiser and members of his Government, and the four creatures commanding the German armies, will be tried at the end of the war for their hideous deeds, and made to suffer the full and ignominious penalty.—Press Association.: [976, 404, 1101, 588]
article-head: THE ZEEBRUGGE RAID.: [27, 615, 131, 625]
section-head-austro-germany: AUSTRO-GERMANY.: [156, 541, 289, 562]
article-subhead: AMERICAN TROOPS PRAISED.: [167, 317, 277, 326]
article-body: The Press Bureau states that in view of the surplus of British-made butter now available, the weekly ration of butter and margarine has been increased by one ounce, making five ounces.—Aus.-N.Z. Cable Assoc. and Reuter.: [578, 1361, 703, 1432]
article-subhead: PENDING IN AMERICA.: [391, 1389, 477, 1398]
article-head: NEW GERMAN MACHINES.: [980, 47, 1097, 57]
article-subhead: AERIAL BOMBING ACTIVITY.: [851, 378, 956, 387]
received-line: Received May 26, 5.5 p.m.: [856, 90, 951, 99]
section-head-japan: JAPAN.: [13, 1188, 145, 1201]
dateline: New York, May 25.: [188, 641, 256, 650]
dateline: London, May 25.: [403, 94, 464, 103]
article-subhead: ALLEGATIONS OF UNNEUTRAL CONDUCT.: [165, 1113, 280, 1130]
article-body: An East Africa official message states:—Direct communication has been established between Colonel Edwards' and Colonel Northey's columns. Colonel Edwards occupied Namungo, which has hitherto been the German headquarters, the enemy retiring in a south-westerly direction to Mahua. We engaged the main body of the enemy between Namungo and Mahua and drove them eastward.—Aus.N.Z. Cable Assoc. and Reuter.: [155, 954, 289, 1077]
article-subhead: AGAINST JAPANESE AGREEMENT.: [372, 1617, 496, 1626]
article-subhead: SUCCESSFUL OPERATIONS.: [852, 1363, 955, 1372]
received-line: Received May 26, 5.5 p.m.: [856, 1374, 951, 1383]
dateline: London, May 26.: [873, 611, 934, 620]
dateline: London, May 25.: [192, 944, 253, 953]
article-subhead: HISTORY OF CONSPIRACY.: [385, 194, 483, 203]
section-head-late-sporting: LATE SPORTING.: [735, 902, 809, 912]
article-head: THE OFFICIAL REPORT.: [28, 498, 130, 508]
received-line: Received May 26, 5.5 p.m.: [386, 1488, 481, 1497]
article-subhead: NO DOUBT AS TO THE CONSPIRACY.: [367, 60, 501, 69]
article-subhead: SUBMARINE WARFARE.: [597, 284, 684, 293]
war-review-block: [8, 25, 294, 263]
article-head: BRITISH-AMERICAN POLICY.: [860, 1025, 948, 1045]
dateline: Capetown, May 25.: [1004, 1321, 1074, 1330]
received-line: Received May 26, 11.15 p.m.: [852, 599, 956, 608]
article-head: AN ENEMY RAID.: [866, 365, 942, 375]
section-head-western-front: WESTERN FRONT:: [842, 29, 966, 50]
advertisement: Cuts, burns, and scalds quickly vanish if Dr. Sheldon's Magnetic Liniment is applied. Price, 1s 6d and 3s a bottle. Obtainable everywhere: [299, 1796, 563, 1823]
received-line: Received May 26, 5.5 p.m.: [31, 920, 127, 929]
article-subhead: YACHT SUNK IN COLLISION.: [170, 459, 275, 468]
article-head: FRENCH PRESIDENT'S MESSAGE.: [723, 235, 821, 255]
article-subhead: FRENCH RAID ON GERMAN LINES.: [852, 580, 955, 597]
article-body: The Prussians did not intend to end the war until their basket was as full as it could hold. Those who imagined they could, without breaking Prussian militarism, achieve the freedom and security of the world, should remember what befel the Russian democracy.—Press Assoc.: [578, 945, 703, 1034]
received-line: Received May 26, 5.5 p.m.: [386, 1733, 481, 1742]
article-body: Sir Douglas Haig reports:—We raided trenches in the neighbourhood of Hamel. We also conducted a successful raid northward of Loos. There has been hostile gas-shelling eastward of Bethune, and increased enemy artillery in the St. Rezeele sector.—Aus.-N.Z. Cable Assoc. and Reuter.: [841, 112, 966, 201]
article-head: GOVERNMENT RESIGNS.: [717, 806, 827, 816]
article-subhead: KURSK MOBILISING.: [865, 809, 942, 817]
article-subhead: A SUBMARINE TORPEDOED.: [27, 1025, 131, 1034]
